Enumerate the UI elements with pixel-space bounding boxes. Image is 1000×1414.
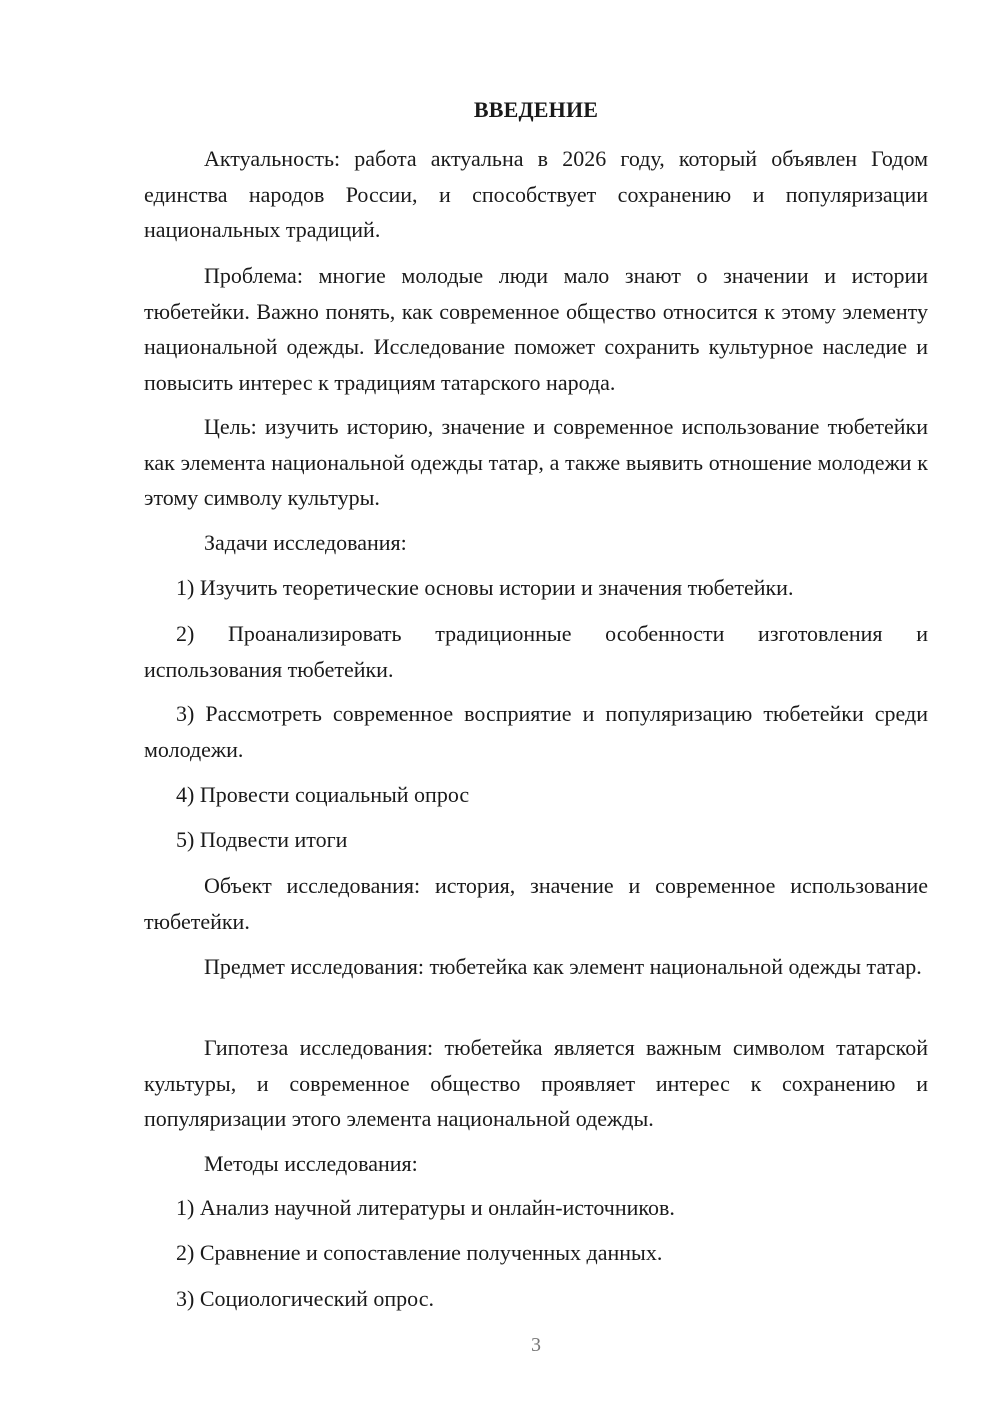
task-item-1: 1) Изучить теоретические основы истории и значения тюбетейки. <box>176 575 794 600</box>
paragraph-relevance: Актуальность: работа актуальна в 2026 году, который объявлен Годом единства народов России, и способствует сохранению и популяризации национальных традиций. <box>144 146 928 242</box>
tasks-heading: Задачи исследования: <box>204 530 407 555</box>
paragraph-subject: Предмет исследования: тюбетейка как элемент национальной одежды татар. <box>204 954 922 979</box>
task-item-5: 5) Подвести итоги <box>176 827 348 852</box>
paragraph-goal: Цель: изучить историю, значение и современное использование тюбетейки как элемента национальной одежды татар, а также выявить отношение молодежи к этому символу культуры. <box>144 414 928 510</box>
task-item-2: 2) Проанализировать традиционные особенности изготовления и использования тюбетейки. <box>144 621 928 682</box>
paragraph-problem: Проблема: многие молодые люди мало знают о значении и истории тюбетейки. Важно понять, как современное общество относится к этому элементу национальной одежды. Исследование поможет сохранить культурное наследие и повысить интерес к традициям татарского народа. <box>144 263 928 395</box>
task-item-3: 3) Рассмотреть современное восприятие и популяризацию тюбетейки среди молодежи. <box>144 701 928 762</box>
method-item-1: 1) Анализ научной литературы и онлайн-источников. <box>176 1195 675 1220</box>
page-title: ВВЕДЕНИЕ <box>473 97 599 122</box>
task-item-4: 4) Провести социальный опрос <box>176 782 470 807</box>
methods-heading: Методы исследования: <box>204 1151 418 1176</box>
page-number: 3 <box>531 1334 541 1356</box>
paragraph-object: Объект исследования: история, значение и современное использование тюбетейки. <box>144 873 928 934</box>
paragraph-hypothesis: Гипотеза исследования: тюбетейка является важным символом татарской культуры, и современное общество проявляет интерес к сохранению и популяризации этого элемента национальной одежды. <box>144 1035 928 1131</box>
method-item-3: 3) Социологический опрос. <box>176 1286 434 1311</box>
method-item-2: 2) Сравнение и сопоставление полученных данных. <box>176 1240 663 1265</box>
